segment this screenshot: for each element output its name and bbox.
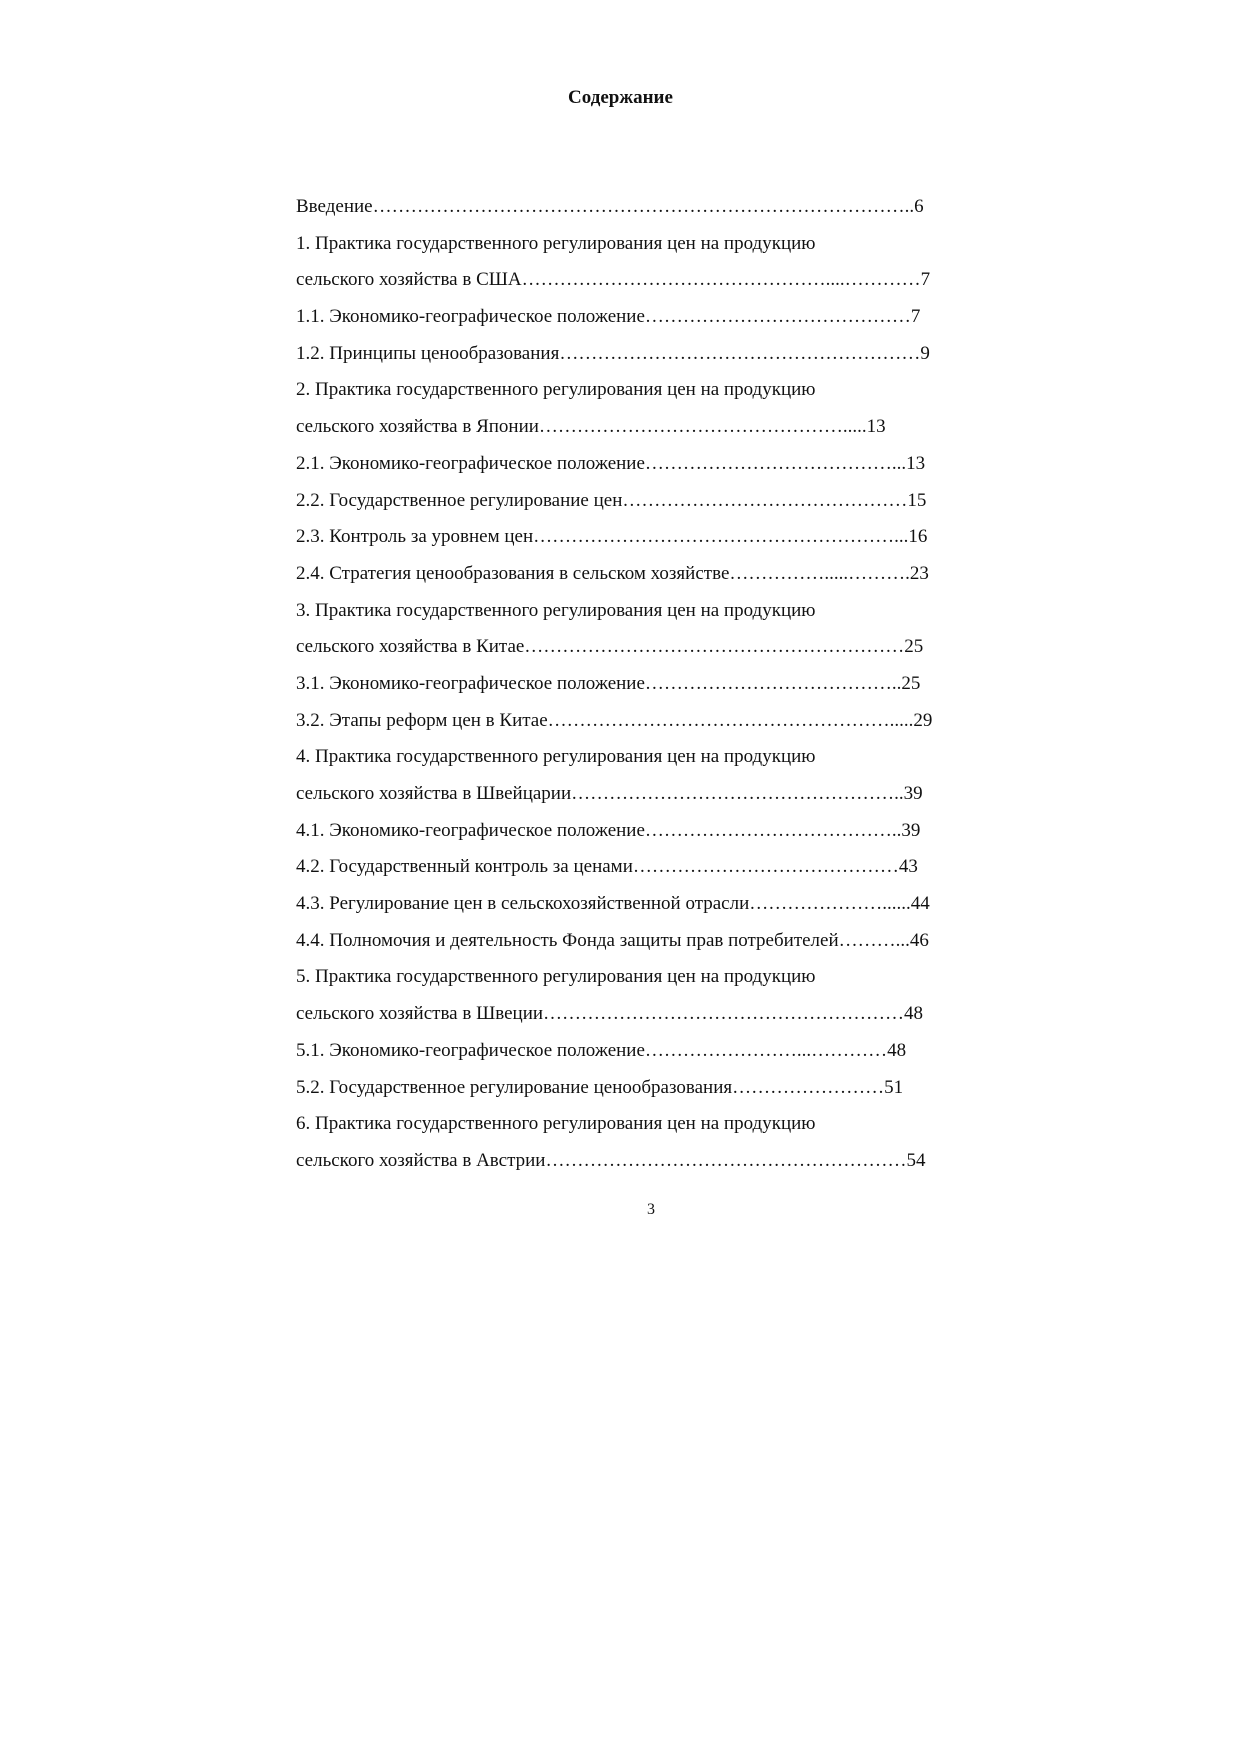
- toc-entry-chapter-5[interactable]: 5. Практика государственного регулирования цен на продукцию: [296, 966, 816, 988]
- toc-entry-chapter-3-cont[interactable]: сельского хозяйства в Китае……………………………………………………25: [296, 636, 924, 658]
- toc-entry-chapter-3[interactable]: 3. Практика государственного регулирования цен на продукцию: [296, 599, 816, 621]
- toc-entry-3-1[interactable]: 3.1. Экономико-географическое положение…………………………………..25: [296, 672, 921, 694]
- toc-entry-chapter-2-cont[interactable]: сельского хозяйства в Японии………………………………………….....13: [296, 416, 886, 438]
- toc-entry-chapter-1-cont[interactable]: сельского хозяйства в США…………………………………………....…………7: [296, 269, 931, 291]
- toc-entry-3-2[interactable]: 3.2. Этапы реформ цен в Китае……………………………………………….....29: [296, 709, 933, 731]
- table-of-contents: [296, 195, 1016, 1186]
- toc-entry-chapter-6-cont[interactable]: сельского хозяйства в Австрии…………………………………………………54: [296, 1149, 926, 1171]
- toc-entry-5-2[interactable]: 5.2. Государственное регулирование ценообразования……………………51: [296, 1076, 904, 1098]
- toc-entry-1-1[interactable]: 1.1. Экономико-географическое положение……………………………………7: [296, 306, 921, 328]
- toc-entry-4-2[interactable]: 4.2. Государственный контроль за ценами……………………………………43: [296, 856, 918, 878]
- toc-entry-5-1[interactable]: 5.1. Экономико-географическое положение……………………...…………48: [296, 1039, 907, 1061]
- page-title: Содержание: [568, 87, 673, 108]
- toc-entry-1-2[interactable]: 1.2. Принципы ценообразования…………………………………………………9: [296, 342, 930, 364]
- toc-entry-introduction[interactable]: Введение…………………………………………………………………………..6: [296, 196, 924, 217]
- toc-entry-2-1[interactable]: 2.1. Экономико-географическое положение…………………………………...13: [296, 452, 926, 474]
- toc-entry-2-3[interactable]: 2.3. Контроль за уровнем цен…………………………………………………...16: [296, 526, 928, 548]
- toc-entry-2-2[interactable]: 2.2. Государственное регулирование цен………………………………………15: [296, 489, 927, 511]
- toc-entry-2-4[interactable]: 2.4. Стратегия ценообразования в сельском хозяйстве…………….....……….23: [296, 562, 929, 584]
- toc-entry-4-4[interactable]: 4.4. Полномочия и деятельность Фонда защиты прав потребителей………...46: [296, 929, 929, 951]
- toc-entry-chapter-4[interactable]: 4. Практика государственного регулирования цен на продукцию: [296, 746, 816, 768]
- toc-entry-4-3[interactable]: 4.3. Регулирование цен в сельскохозяйственной отрасли…………………......44: [296, 893, 930, 915]
- toc-entry-chapter-4-cont[interactable]: сельского хозяйства в Швейцарии……………………………………………..39: [296, 783, 923, 804]
- toc-entry-chapter-1[interactable]: 1. Практика государственного регулирования цен на продукцию: [296, 232, 816, 254]
- toc-entry-chapter-2[interactable]: 2. Практика государственного регулирования цен на продукцию: [296, 379, 816, 401]
- page-number: 3: [647, 1201, 655, 1218]
- toc-entry-4-1[interactable]: 4.1. Экономико-географическое положение…………………………………..39: [296, 819, 921, 841]
- toc-entry-chapter-6[interactable]: 6. Практика государственного регулирования цен на продукцию: [296, 1113, 816, 1135]
- toc-entry-chapter-5-cont[interactable]: сельского хозяйства в Швеции…………………………………………………48: [296, 1003, 924, 1025]
